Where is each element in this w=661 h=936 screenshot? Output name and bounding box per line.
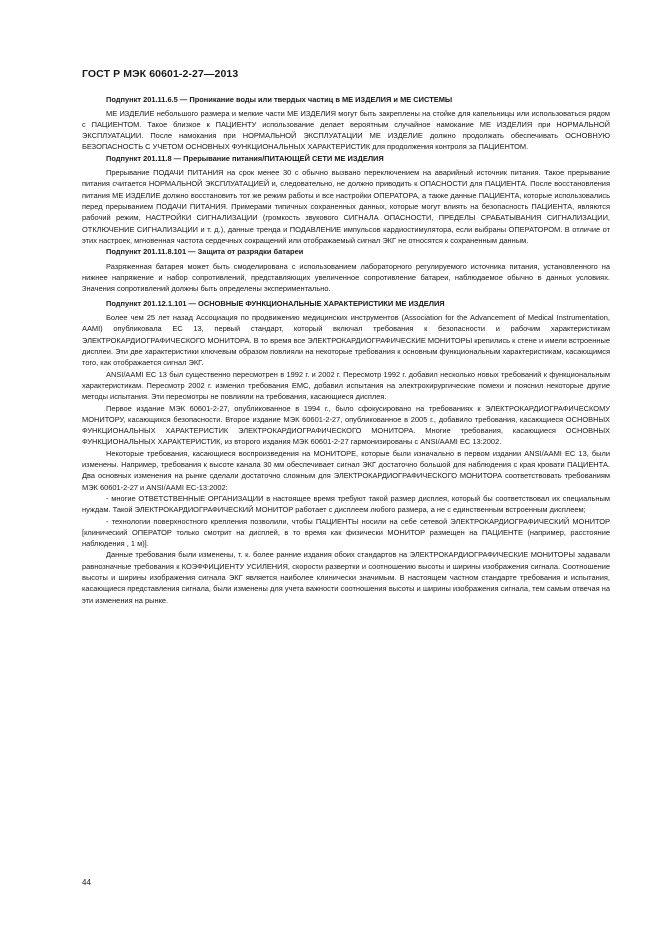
section-heading-11-8-101: Подпункт 201.11.8.101 — Защита от разрядки батареи [106,247,304,257]
list-item: - многие ОТВЕТСТВЕННЫЕ ОРГАНИЗАЦИИ в настоящее время требуют такой размер дисплея, который бы соответствовал их специальным нуждам. Такой ЭЛЕКТРОКАРДИОГРАФИЧЕСКИЙ МОНИТОР работает с дисплеем любого размера, а не с единственным встроенным дисплеем; [82,493,610,515]
section-heading-11-8: Подпункт 201.11.8 — Прерывание питания/ПИТАЮЩЕЙ СЕТИ МЕ ИЗДЕЛИЯ [106,153,384,163]
paragraph: Более чем 25 лет назад Ассоциация по продвижению медицинских инструментов (Association for the Advancement of Medical Instrumentation, AAMI) опубликовала EC 13, первый стандарт, который включал требования к безопасности и рабочим характеристикам ЭЛЕКТРОКАРДИОГРАФИЧЕСКОГО МОНИТОРА. В то время все ЭЛЕКТРОКАРДИОГРАФИЧЕСКИЕ МОНИТОРЫ крепились к стене и имели встроенные дисплеи. Эти две характеристики ключевым образом повлияли на некоторые требования к основным функциональным характеристикам, касающимся того, как отображается сигнал ЭКГ. [82,313,610,368]
standard-header: ГОСТ Р МЭК 60601-2-27—2013 [82,68,239,80]
paragraph: ANSI/AAMI EC 13 был существенно пересмотрен в 1992 г. и 2002 г. Пересмотр 1992 г. добавил несколько новых требований к функциональным характеристикам. Пересмотр 2002 г. изменил требования EMC, добавил испытания на электрохирургические помехи и пояснил некоторые другие методы испытания. Эти пересмотры не повлияли на требования, касающиеся дисплея. [82,369,610,402]
list-item: - технологии поверхностного крепления позволили, чтобы ПАЦИЕНТЫ носили на себе сетевой ЭЛЕКТРОКАРДИОГРАФИЧЕСКИЙ МОНИТОР [клинический ОПЕРАТОР только смотрит на дисплей, в то время как физически МОНИТОР размещен на ПАЦИЕНТЕ (например, расстояние наблюдения , 1 м)]. [82,516,610,549]
document-body [82,94,610,606]
page-number: 44 [82,878,91,887]
paragraph: Первое издание МЭК 60601-2-27, опубликованное в 1994 г., было сфокусировано на требованиях к ЭЛЕКТРОКАРДИОГРАФИЧЕСКОМУ МОНИТОРУ, касающихся безопасности. Второе издание МЭК 60601-2-27, опубликованное в 2005 г., добавило требования, касающиеся ОСНОВНЫХ ФУНКЦИОНАЛЬНЫХ ХАРАКТЕРИСТИК ЭЛЕКТРОКАРДИОГРАФИЧЕСКОГО МОНИТОРА. Многие требования, касающиеся ОСНОВНЫХ ФУНКЦИОНАЛЬНЫХ ХАРАКТЕРИСТИК, из второго издания МЭК 60601-2-27 гармонизированы с ANSI/AAMI EC 13:2002. [82,403,610,447]
paragraph: Разряженная батарея может быть смоделирована с использованием лабораторного регулируемого источника питания, установленного на нижнее напряжение и набор сопротивлений, представляющих увеличенное сопротивление батареи, наблюдаемое обычно в данных условиях. Значения сопротивлений должны быть определены экспериментально. [82,261,610,294]
paragraph: Некоторые требования, касающиеся воспроизведения на МОНИТОРЕ, которые были изначально в первом издании ANSI/AAMI EC 13, были изменены. Например, требования к высоте канала 30 мм обеспечивает сигнал ЭКГ достаточно большой для наблюдения с края кровати ПАЦИЕНТА. Два основных изменения на рынке сделали достаточно сложным для ЭЛЕКТРОКАРДИОГРАФИЧЕСКОГО МОНИТОРА соответствовать требованиям МЭК 60601-2-27 и ANSI/AAMI EC-13:2002: [82,448,610,492]
paragraph: Прерывание ПОДАЧИ ПИТАНИЯ на срок менее 30 с обычно вызвано переключением на аварийный источник питания. Такое прерывание питания считается НОРМАЛЬНОЙ ЭКСПЛУАТАЦИЕЙ и, следовательно, не должно приводить к ОПАСНОСТИ для ПАЦИЕНТА. После восстановления питания МЕ ИЗДЕЛИЕ должно восстановить тот же режим работы и все настройки ОПЕРАТОРА, а также данные ПАЦИЕНТА, которые использовались перед прерыванием ПОДАЧИ ПИТАНИЯ. Примерами типичных сохраненных данных, которые могут влиять на безопасность ПАЦИЕНТА, являются рабочий режим, НАСТРОЙКИ СИГНАЛИЗАЦИИ (громкость звукового СИГНАЛА ОПАСНОСТИ, ПРЕДЕЛЫ СРАБАТЫВАНИЯ СИГНАЛИЗАЦИИ, ОТКЛЮЧЕНИЕ СИГНАЛИЗАЦИИ и т. д.), данные тренда и ПОДАВЛЕНИЕ импульсов кардиостимулятора, если выбраны ОПЕРАТОРОМ. В отличие от этих настроек, мгновенная частота сердечных сокращений или отображаемый сигнал ЭКГ не относятся к сохраненным данным. [82,168,610,245]
paragraph: Данные требования были изменены, т. к. более ранние издания обоих стандартов на ЭЛЕКТРОКАРДИОГРАФИЧЕСКИЕ МОНИТОРЫ задавали равнозначные требования к КОЭФФИЦИЕНТУ УСИЛЕНИЯ, скорости развертки и соотношению высоты и ширины изображения сигнала. Соотношение высоты и ширины изображения сигнала ЭКГ является наиболее клинически значимым. В настоящем частном стандарте требования и испытания, касающиеся представления сигнала, были изменены для учета важности соотношения высоты и ширины изображения сигнала, тем самым отвечая на эти изменения на рынке. [82,550,610,605]
section-heading-11-6-5: Подпункт 201.11.6.5 — Проникание воды или твердых частиц в МЕ ИЗДЕЛИЯ и МЕ СИСТЕМЫ [106,95,453,104]
paragraph: МЕ ИЗДЕЛИЕ небольшого размера и мелкие части МЕ ИЗДЕЛИЯ могут быть закреплены на стойке для капельницы или использоваться рядом с ПАЦИЕНТОМ. Такое близкое к ПАЦИЕНТУ использование делает вероятным случайное намокание МЕ ИЗДЕЛИЯ при НОРМАЛЬНОЙ ЭКСПЛУАТАЦИИ. После намокания при НОРМАЛЬНОЙ ЭКСПЛУАТАЦИИ МЕ ИЗДЕЛИЕ должно продолжать обеспечивать ОСНОВНУЮ БЕЗОПАСНОСТЬ С УЧЕТОМ ОСНОВНЫХ ФУНКЦИОНАЛЬНЫХ ХАРАКТЕРИСТИК для продолжения контроля за ПАЦИЕНТОМ. [82,108,610,152]
section-heading-12-1-101: Подпункт 201.12.1.101 — ОСНОВНЫЕ ФУНКЦИОНАЛЬНЫЕ ХАРАКТЕРИСТИКИ МЕ ИЗДЕЛИЯ [106,298,445,308]
